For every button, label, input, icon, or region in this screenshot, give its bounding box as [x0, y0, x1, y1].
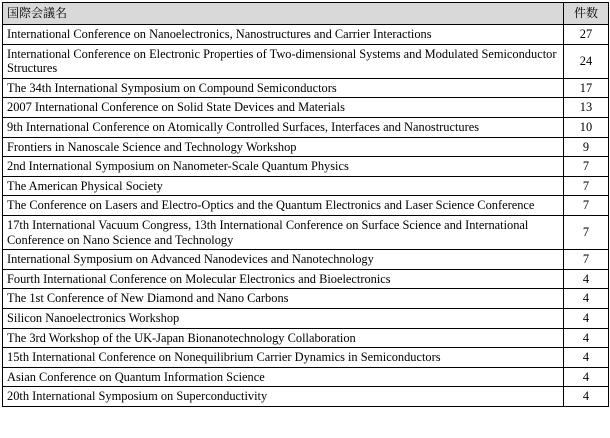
- conference-name-cell: 2007 International Conference on Solid State Devices and Materials: [3, 98, 564, 118]
- count-cell: 7: [564, 196, 609, 216]
- table-row: [3, 137, 609, 157]
- conference-name-cell: Silicon Nanoelectronics Workshop: [3, 308, 564, 328]
- table-row: [3, 250, 609, 270]
- conference-name-cell: 9th International Conference on Atomically Controlled Surfaces, Interfaces and Nanostructures: [3, 117, 564, 137]
- table-body: [3, 25, 609, 407]
- count-cell: 17: [564, 78, 609, 98]
- table-row: [3, 25, 609, 45]
- table-row: [3, 367, 609, 387]
- count-cell: 4: [564, 387, 609, 407]
- conference-name-cell: The 3rd Workshop of the UK-Japan Bionanotechnology Collaboration: [3, 328, 564, 348]
- table-row: [3, 176, 609, 196]
- table-row: [3, 98, 609, 118]
- conference-name-cell: Fourth International Conference on Molecular Electronics and Bioelectronics: [3, 269, 564, 289]
- count-cell: 4: [564, 289, 609, 309]
- conference-name-cell: International Conference on Electronic Properties of Two-dimensional Systems and Modulated Semiconductor Structures: [3, 44, 564, 78]
- conference-table: [2, 2, 609, 407]
- table-row: [3, 78, 609, 98]
- count-cell: 9: [564, 137, 609, 157]
- count-cell: 7: [564, 157, 609, 177]
- conference-name-cell: 15th International Conference on Nonequilibrium Carrier Dynamics in Semiconductors: [3, 348, 564, 368]
- count-cell: 10: [564, 117, 609, 137]
- conference-name-header: 国際会議名: [3, 3, 564, 25]
- table-row: [3, 196, 609, 216]
- conference-name-cell: Asian Conference on Quantum Information Science: [3, 367, 564, 387]
- count-cell: 13: [564, 98, 609, 118]
- table-row: [3, 308, 609, 328]
- count-cell: 4: [564, 348, 609, 368]
- count-cell: 4: [564, 308, 609, 328]
- conference-name-cell: The Conference on Lasers and Electro-Optics and the Quantum Electronics and Laser Science Conference: [3, 196, 564, 216]
- conference-name-cell: 20th International Symposium on Superconductivity: [3, 387, 564, 407]
- table-row: [3, 387, 609, 407]
- table-row: [3, 289, 609, 309]
- table-row: [3, 157, 609, 177]
- table-row: [3, 44, 609, 78]
- count-cell: 7: [564, 215, 609, 249]
- table-row: [3, 269, 609, 289]
- conference-name-cell: International Symposium on Advanced Nanodevices and Nanotechnology: [3, 250, 564, 270]
- table-row: [3, 348, 609, 368]
- conference-name-cell: 2nd International Symposium on Nanometer-Scale Quantum Physics: [3, 157, 564, 177]
- count-cell: 27: [564, 25, 609, 45]
- conference-name-cell: The 1st Conference of New Diamond and Nano Carbons: [3, 289, 564, 309]
- conference-name-cell: 17th International Vacuum Congress, 13th International Conference on Surface Science and International Conference on Nano Science and Technology: [3, 215, 564, 249]
- conference-name-cell: Frontiers in Nanoscale Science and Technology Workshop: [3, 137, 564, 157]
- table-row: [3, 117, 609, 137]
- count-cell: 7: [564, 250, 609, 270]
- count-cell: 7: [564, 176, 609, 196]
- count-header: 件数: [564, 3, 609, 25]
- count-cell: 4: [564, 269, 609, 289]
- table-header-row: [3, 3, 609, 25]
- count-cell: 4: [564, 328, 609, 348]
- table-row: [3, 328, 609, 348]
- table-row: [3, 215, 609, 249]
- conference-name-cell: The American Physical Society: [3, 176, 564, 196]
- count-cell: 4: [564, 367, 609, 387]
- count-cell: 24: [564, 44, 609, 78]
- conference-name-cell: The 34th International Symposium on Compound Semiconductors: [3, 78, 564, 98]
- conference-name-cell: International Conference on Nanoelectronics, Nanostructures and Carrier Interactions: [3, 25, 564, 45]
